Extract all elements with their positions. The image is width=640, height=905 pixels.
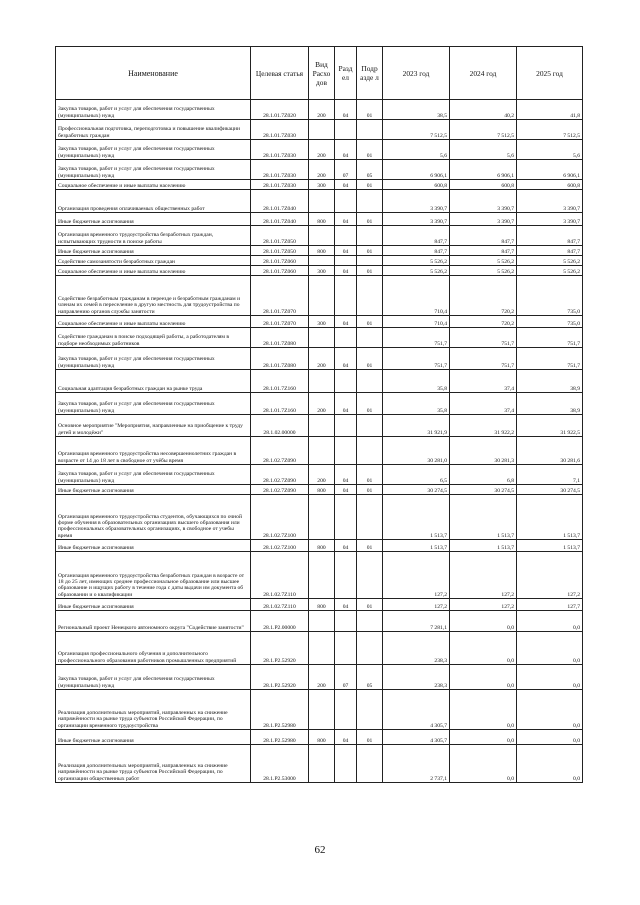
row-razdel: 04 bbox=[335, 540, 357, 552]
row-target: 28.1.01.7Z060 bbox=[251, 266, 309, 276]
row-target: 28.1.02.7Z090 bbox=[251, 437, 309, 465]
row-name: Организация временного трудоустройства безработных граждан, испытывающих трудности в поиске работы bbox=[56, 226, 251, 246]
row-podrazdel bbox=[357, 190, 383, 213]
row-name: Закупка товаров, работ и услуг для обеспечения государственных (муниципальных) нужд bbox=[56, 348, 251, 370]
row-razdel bbox=[335, 256, 357, 266]
row-2023: 35,8 bbox=[383, 393, 450, 415]
page-number: 62 bbox=[314, 844, 326, 856]
row-2024: 1 513,7 bbox=[450, 540, 517, 552]
row-2024: 40,2 bbox=[450, 100, 517, 120]
row-vid: 300 bbox=[309, 316, 335, 328]
row-name: Содействие самозанятости безработных граждан bbox=[56, 256, 251, 266]
row-razdel: 04 bbox=[335, 266, 357, 276]
row-podrazdel bbox=[357, 611, 383, 632]
row-2024: 847,7 bbox=[450, 246, 517, 256]
row-target: 28.1.01.7Z160 bbox=[251, 393, 309, 415]
row-vid: 300 bbox=[309, 180, 335, 190]
row-podrazdel: 01 bbox=[357, 213, 383, 226]
row-razdel: 04 bbox=[335, 465, 357, 485]
row-2023: 38,5 bbox=[383, 100, 450, 120]
row-vid bbox=[309, 745, 335, 783]
row-razdel bbox=[335, 690, 357, 730]
row-podrazdel: 01 bbox=[357, 100, 383, 120]
row-razdel bbox=[335, 745, 357, 783]
row-podrazdel bbox=[357, 415, 383, 437]
row-podrazdel bbox=[357, 690, 383, 730]
row-razdel bbox=[335, 226, 357, 246]
row-2025: 5,6 bbox=[517, 140, 583, 160]
row-2024: 127,2 bbox=[450, 599, 517, 611]
row-podrazdel: 01 bbox=[357, 599, 383, 611]
row-2025: 1 513,7 bbox=[517, 540, 583, 552]
row-razdel bbox=[335, 437, 357, 465]
row-vid: 200 bbox=[309, 348, 335, 370]
row-2025: 735,0 bbox=[517, 276, 583, 316]
row-target: 28.1.02.7Z090 bbox=[251, 465, 309, 485]
row-razdel bbox=[335, 370, 357, 393]
row-vid bbox=[309, 495, 335, 540]
row-target: 28.1.P2.00000 bbox=[251, 611, 309, 632]
row-2023: 127,2 bbox=[383, 552, 450, 599]
table-row bbox=[56, 665, 583, 690]
row-razdel: 04 bbox=[335, 485, 357, 495]
row-2025: 127,7 bbox=[517, 599, 583, 611]
row-razdel bbox=[335, 632, 357, 665]
row-2025: 0,0 bbox=[517, 745, 583, 783]
table-row bbox=[56, 540, 583, 552]
row-2023: 751,7 bbox=[383, 328, 450, 348]
row-razdel bbox=[335, 552, 357, 599]
row-vid bbox=[309, 276, 335, 316]
table-header-row bbox=[56, 47, 583, 100]
row-podrazdel bbox=[357, 256, 383, 266]
row-podrazdel: 01 bbox=[357, 485, 383, 495]
row-razdel bbox=[335, 328, 357, 348]
row-name: Иные бюджетные ассигнования bbox=[56, 599, 251, 611]
row-2025: 0,0 bbox=[517, 730, 583, 745]
row-target: 28.1.01.7Z070 bbox=[251, 276, 309, 316]
row-2024: 30 281,3 bbox=[450, 437, 517, 465]
row-podrazdel: 01 bbox=[357, 140, 383, 160]
row-razdel: 04 bbox=[335, 100, 357, 120]
row-name: Закупка товаров, работ и услуг для обеспечения государственных (муниципальных) нужд bbox=[56, 393, 251, 415]
row-target: 28.1.P2.52980 bbox=[251, 730, 309, 745]
row-2024: 0,0 bbox=[450, 611, 517, 632]
header-target: Целевая статья bbox=[251, 47, 309, 100]
row-2024: 0,0 bbox=[450, 665, 517, 690]
row-name: Основное мероприятие "Мероприятия, направленные на приобщение к труду детей и молодёжи" bbox=[56, 415, 251, 437]
row-vid bbox=[309, 415, 335, 437]
row-vid: 200 bbox=[309, 665, 335, 690]
row-razdel bbox=[335, 611, 357, 632]
row-name: Закупка товаров, работ и услуг для обеспечения государственных (муниципальных) нужд bbox=[56, 140, 251, 160]
row-2025: 3 390,7 bbox=[517, 190, 583, 213]
row-2023: 238,3 bbox=[383, 665, 450, 690]
row-podrazdel bbox=[357, 276, 383, 316]
row-vid: 200 bbox=[309, 100, 335, 120]
row-2024: 30 274,5 bbox=[450, 485, 517, 495]
row-target: 28.1.01.7Z040 bbox=[251, 213, 309, 226]
row-vid bbox=[309, 370, 335, 393]
row-razdel: 04 bbox=[335, 316, 357, 328]
row-2024: 5 526,2 bbox=[450, 256, 517, 266]
row-2024: 0,0 bbox=[450, 745, 517, 783]
row-2023: 3 390,7 bbox=[383, 190, 450, 213]
table-row bbox=[56, 552, 583, 599]
table-row bbox=[56, 632, 583, 665]
row-2024: 7 512,5 bbox=[450, 120, 517, 140]
row-2023: 751,7 bbox=[383, 348, 450, 370]
row-name: Социальное обеспечение и иные выплаты населению bbox=[56, 316, 251, 328]
row-2023: 31 921,9 bbox=[383, 415, 450, 437]
row-target: 28.1.02.7Z110 bbox=[251, 552, 309, 599]
row-vid bbox=[309, 632, 335, 665]
row-razdel bbox=[335, 415, 357, 437]
row-2024: 6 906,1 bbox=[450, 160, 517, 180]
row-name: Закупка товаров, работ и услуг для обеспечения государственных (муниципальных) нужд bbox=[56, 665, 251, 690]
row-target: 28.1.01.7Z160 bbox=[251, 370, 309, 393]
row-target: 28.1.01.7Z030 bbox=[251, 140, 309, 160]
row-2024: 720,2 bbox=[450, 276, 517, 316]
row-razdel: 04 bbox=[335, 730, 357, 745]
row-podrazdel bbox=[357, 226, 383, 246]
table-row bbox=[56, 266, 583, 276]
table-row bbox=[56, 690, 583, 730]
row-vid bbox=[309, 437, 335, 465]
row-2025: 31 922,5 bbox=[517, 415, 583, 437]
row-vid bbox=[309, 690, 335, 730]
row-2023: 1 513,7 bbox=[383, 495, 450, 540]
budget-table bbox=[55, 46, 583, 783]
row-razdel bbox=[335, 276, 357, 316]
row-2023: 5,6 bbox=[383, 140, 450, 160]
row-razdel: 04 bbox=[335, 213, 357, 226]
row-vid: 800 bbox=[309, 730, 335, 745]
row-2023: 1 513,7 bbox=[383, 540, 450, 552]
table-row bbox=[56, 348, 583, 370]
row-target: 28.1.01.7Z030 bbox=[251, 120, 309, 140]
row-2025: 127,2 bbox=[517, 552, 583, 599]
row-podrazdel bbox=[357, 328, 383, 348]
row-podrazdel: 01 bbox=[357, 730, 383, 745]
row-vid bbox=[309, 328, 335, 348]
row-vid: 800 bbox=[309, 540, 335, 552]
row-2024: 600,8 bbox=[450, 180, 517, 190]
row-razdel: 04 bbox=[335, 180, 357, 190]
row-2023: 6,5 bbox=[383, 465, 450, 485]
table-row bbox=[56, 611, 583, 632]
row-target: 28.1.02.7Z100 bbox=[251, 540, 309, 552]
row-podrazdel bbox=[357, 370, 383, 393]
row-podrazdel: 05 bbox=[357, 665, 383, 690]
row-2024: 751,7 bbox=[450, 348, 517, 370]
row-vid bbox=[309, 190, 335, 213]
row-vid bbox=[309, 611, 335, 632]
row-target: 28.1.01.7Z060 bbox=[251, 256, 309, 266]
table-row bbox=[56, 370, 583, 393]
row-razdel: 04 bbox=[335, 140, 357, 160]
row-2024: 37,4 bbox=[450, 370, 517, 393]
row-podrazdel: 01 bbox=[357, 180, 383, 190]
row-2025: 0,0 bbox=[517, 665, 583, 690]
row-2023: 3 390,7 bbox=[383, 213, 450, 226]
row-vid: 200 bbox=[309, 160, 335, 180]
row-razdel: 04 bbox=[335, 599, 357, 611]
row-target: 28.1.P2.52920 bbox=[251, 665, 309, 690]
table-row bbox=[56, 276, 583, 316]
table-row bbox=[56, 120, 583, 140]
row-2025: 3 390,7 bbox=[517, 213, 583, 226]
row-podrazdel: 01 bbox=[357, 266, 383, 276]
row-razdel bbox=[335, 190, 357, 213]
row-2023: 30 281,0 bbox=[383, 437, 450, 465]
row-target: 28.1.01.7Z050 bbox=[251, 226, 309, 246]
row-2025: 600,8 bbox=[517, 180, 583, 190]
row-2023: 4 305,7 bbox=[383, 730, 450, 745]
row-2025: 38,9 bbox=[517, 393, 583, 415]
row-2023: 847,7 bbox=[383, 246, 450, 256]
row-name: Реализация дополнительных мероприятий, направленных на снижение напряжённости на рынке труда субъектов Российской Федерации, по организации общественных работ bbox=[56, 745, 251, 783]
row-target: 28.1.01.7Z070 bbox=[251, 316, 309, 328]
row-podrazdel bbox=[357, 120, 383, 140]
row-2023: 2 737,1 bbox=[383, 745, 450, 783]
row-2024: 3 390,7 bbox=[450, 190, 517, 213]
row-podrazdel: 01 bbox=[357, 465, 383, 485]
row-razdel: 04 bbox=[335, 393, 357, 415]
row-2023: 238,3 bbox=[383, 632, 450, 665]
row-podrazdel: 01 bbox=[357, 540, 383, 552]
row-2024: 5 526,2 bbox=[450, 266, 517, 276]
header-razdel: Разд ел bbox=[335, 47, 357, 100]
table-row bbox=[56, 256, 583, 266]
row-target: 28.1.02.7Z100 bbox=[251, 495, 309, 540]
row-2024: 3 390,7 bbox=[450, 213, 517, 226]
row-2023: 847,7 bbox=[383, 226, 450, 246]
row-razdel: 07 bbox=[335, 665, 357, 690]
row-razdel: 04 bbox=[335, 348, 357, 370]
row-name: Организация временного трудоустройства безработных граждан в возрасте от 18 до 25 лет, имеющих среднее профессиональное образование или высшее образование и ищущих работу в течение года с даты выдачи им документа об образовании и о квалификации bbox=[56, 552, 251, 599]
header-podrazdel: Подр азде л bbox=[357, 47, 383, 100]
row-2025: 0,0 bbox=[517, 611, 583, 632]
table-row bbox=[56, 213, 583, 226]
row-vid: 200 bbox=[309, 140, 335, 160]
row-2024: 0,0 bbox=[450, 730, 517, 745]
row-2024: 31 922,2 bbox=[450, 415, 517, 437]
row-vid: 200 bbox=[309, 465, 335, 485]
row-vid: 300 bbox=[309, 266, 335, 276]
row-2023: 4 305,7 bbox=[383, 690, 450, 730]
row-target: 28.1.01.7Z080 bbox=[251, 328, 309, 348]
row-2025: 30 274,5 bbox=[517, 485, 583, 495]
row-2024: 5,6 bbox=[450, 140, 517, 160]
row-2024: 127,2 bbox=[450, 552, 517, 599]
row-target: 28.1.P2.52920 bbox=[251, 632, 309, 665]
row-podrazdel bbox=[357, 495, 383, 540]
table-row bbox=[56, 437, 583, 465]
table-row bbox=[56, 465, 583, 485]
row-2025: 41,8 bbox=[517, 100, 583, 120]
row-vid: 800 bbox=[309, 246, 335, 256]
row-name: Реализация дополнительных мероприятий, направленных на снижение напряжённости на рынке труда субъектов Российской Федерации, по организации временного трудоустройства bbox=[56, 690, 251, 730]
row-2023: 35,8 bbox=[383, 370, 450, 393]
row-2023: 5 526,2 bbox=[383, 256, 450, 266]
row-podrazdel bbox=[357, 632, 383, 665]
table-row bbox=[56, 316, 583, 328]
row-2025: 847,7 bbox=[517, 246, 583, 256]
row-2023: 6 906,1 bbox=[383, 160, 450, 180]
row-2025: 751,7 bbox=[517, 328, 583, 348]
row-target: 28.1.01.7Z050 bbox=[251, 246, 309, 256]
row-2025: 0,0 bbox=[517, 690, 583, 730]
row-vid: 800 bbox=[309, 485, 335, 495]
row-target: 28.1.P2.53000 bbox=[251, 745, 309, 783]
row-name: Содействие гражданам в поиске подходящей работы, а работодателям в подборе необходимых работников bbox=[56, 328, 251, 348]
table-row bbox=[56, 495, 583, 540]
row-2024: 37,4 bbox=[450, 393, 517, 415]
row-target: 28.1.01.7Z030 bbox=[251, 180, 309, 190]
row-2025: 0,0 bbox=[517, 632, 583, 665]
row-target: 28.1.P2.52980 bbox=[251, 690, 309, 730]
row-target: 28.1.02.7Z110 bbox=[251, 599, 309, 611]
row-2024: 720,2 bbox=[450, 316, 517, 328]
row-podrazdel: 01 bbox=[357, 348, 383, 370]
row-podrazdel: 01 bbox=[357, 393, 383, 415]
header-2023: 2023 год bbox=[383, 47, 450, 100]
row-target: 28.1.01.7Z030 bbox=[251, 160, 309, 180]
table-row bbox=[56, 246, 583, 256]
row-2025: 735,0 bbox=[517, 316, 583, 328]
row-razdel: 07 bbox=[335, 160, 357, 180]
row-name: Содействие безработным гражданам в переезде и безработным гражданам и членам их семей в переселение в другую местность для трудоустройства по направлению органов службы занятости bbox=[56, 276, 251, 316]
row-name: Организация профессионального обучения и дополнительного профессионального образования работников промышленных предприятий bbox=[56, 632, 251, 665]
row-razdel bbox=[335, 120, 357, 140]
row-2025: 5 526,2 bbox=[517, 266, 583, 276]
table-row bbox=[56, 599, 583, 611]
row-name: Профессиональная подготовка, переподготовка и повышение квалификации безработных граждан bbox=[56, 120, 251, 140]
row-2023: 5 526,2 bbox=[383, 266, 450, 276]
row-2025: 6 906,1 bbox=[517, 160, 583, 180]
row-2025: 5 526,2 bbox=[517, 256, 583, 266]
row-name: Иные бюджетные ассигнования bbox=[56, 485, 251, 495]
table-row bbox=[56, 485, 583, 495]
table-row bbox=[56, 415, 583, 437]
row-2024: 0,0 bbox=[450, 690, 517, 730]
row-2025: 7,1 bbox=[517, 465, 583, 485]
row-vid: 800 bbox=[309, 213, 335, 226]
row-2025: 7 512,5 bbox=[517, 120, 583, 140]
table-row bbox=[56, 160, 583, 180]
row-vid bbox=[309, 120, 335, 140]
row-2023: 710,4 bbox=[383, 276, 450, 316]
table-row bbox=[56, 190, 583, 213]
row-name: Организация проведения оплачиваемых общественных работ bbox=[56, 190, 251, 213]
row-vid bbox=[309, 226, 335, 246]
row-2023: 30 274,5 bbox=[383, 485, 450, 495]
row-target: 28.1.01.7Z080 bbox=[251, 348, 309, 370]
row-2025: 38,9 bbox=[517, 370, 583, 393]
row-2025: 30 281,6 bbox=[517, 437, 583, 465]
row-2024: 1 513,7 bbox=[450, 495, 517, 540]
row-name: Социальное обеспечение и иные выплаты населению bbox=[56, 266, 251, 276]
row-target: 28.1.02.00000 bbox=[251, 415, 309, 437]
row-razdel: 04 bbox=[335, 246, 357, 256]
row-2023: 7 281,1 bbox=[383, 611, 450, 632]
table-row bbox=[56, 328, 583, 348]
row-2025: 847,7 bbox=[517, 226, 583, 246]
row-podrazdel bbox=[357, 437, 383, 465]
row-2024: 751,7 bbox=[450, 328, 517, 348]
row-vid: 800 bbox=[309, 599, 335, 611]
header-2024: 2024 год bbox=[450, 47, 517, 100]
row-2025: 1 513,7 bbox=[517, 495, 583, 540]
header-vid: Вид Расхо дов bbox=[309, 47, 335, 100]
row-2024: 847,7 bbox=[450, 226, 517, 246]
row-target: 28.1.01.7Z020 bbox=[251, 100, 309, 120]
table-body bbox=[56, 100, 583, 783]
table-row bbox=[56, 140, 583, 160]
row-2023: 710,4 bbox=[383, 316, 450, 328]
row-2023: 127,2 bbox=[383, 599, 450, 611]
row-name: Организация временного трудоустройства несовершеннолетних граждан в возрасте от 14 до 18 лет в свободное от учёбы время bbox=[56, 437, 251, 465]
row-2023: 600,8 bbox=[383, 180, 450, 190]
table-row bbox=[56, 745, 583, 783]
header-2025: 2025 год bbox=[517, 47, 583, 100]
row-podrazdel: 01 bbox=[357, 316, 383, 328]
row-target: 28.1.01.7Z040 bbox=[251, 190, 309, 213]
row-name: Закупка товаров, работ и услуг для обеспечения государственных (муниципальных) нужд bbox=[56, 465, 251, 485]
row-name: Социальное обеспечение и иные выплаты населению bbox=[56, 180, 251, 190]
row-name: Иные бюджетные ассигнования bbox=[56, 540, 251, 552]
row-podrazdel bbox=[357, 552, 383, 599]
row-target: 28.1.02.7Z090 bbox=[251, 485, 309, 495]
table-row bbox=[56, 100, 583, 120]
row-name: Закупка товаров, работ и услуг для обеспечения государственных (муниципальных) нужд bbox=[56, 100, 251, 120]
row-vid: 200 bbox=[309, 393, 335, 415]
row-2024: 6,8 bbox=[450, 465, 517, 485]
table-row bbox=[56, 393, 583, 415]
header-name: Наименование bbox=[56, 47, 251, 100]
row-name: Региональный проект Ненецкого автономного округа "Содействие занятости" bbox=[56, 611, 251, 632]
row-name: Иные бюджетные ассигнования bbox=[56, 730, 251, 745]
table-row bbox=[56, 730, 583, 745]
table-row bbox=[56, 180, 583, 190]
row-2025: 751,7 bbox=[517, 348, 583, 370]
row-podrazdel: 01 bbox=[357, 246, 383, 256]
row-razdel bbox=[335, 495, 357, 540]
row-name: Социальная адаптация безработных граждан на рынке труда bbox=[56, 370, 251, 393]
row-podrazdel bbox=[357, 745, 383, 783]
row-name: Иные бюджетные ассигнования bbox=[56, 246, 251, 256]
row-vid bbox=[309, 256, 335, 266]
row-name: Иные бюджетные ассигнования bbox=[56, 213, 251, 226]
row-name: Закупка товаров, работ и услуг для обеспечения государственных (муниципальных) нужд bbox=[56, 160, 251, 180]
row-2023: 7 512,5 bbox=[383, 120, 450, 140]
row-podrazdel: 05 bbox=[357, 160, 383, 180]
row-name: Организация временного трудоустройства студентов, обучающихся по очной форме обучения в образовательных организациях высшего образования или профессиональных образовательных организациях, в свободное от учебы время bbox=[56, 495, 251, 540]
table-row bbox=[56, 226, 583, 246]
row-2024: 0,0 bbox=[450, 632, 517, 665]
row-vid bbox=[309, 552, 335, 599]
